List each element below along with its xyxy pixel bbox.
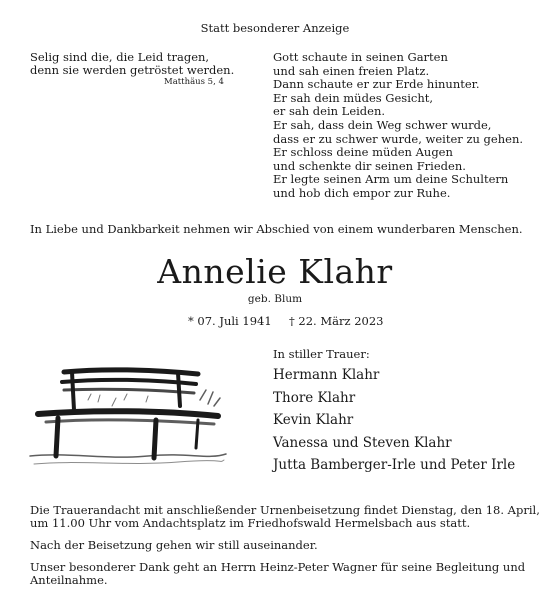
bench-back-leg-left (72, 372, 74, 410)
bench-seat-front (38, 411, 218, 416)
service-line: um 11.00 Uhr vom Andachtsplatz im Friedhofswald Hermelsbach aus statt. (30, 516, 471, 531)
thanks-line: Anteilnahme. (30, 573, 108, 588)
bench-backrest-low (64, 389, 194, 393)
poem-line: und sah einen freien Platz. (273, 63, 430, 78)
mourner-name: Thore Klahr (273, 389, 356, 406)
poem-line: Er sah dein müdes Gesicht, (273, 90, 434, 105)
service-line: Die Trauerandacht mit anschließender Urnenbeisetzung findet Dienstag, den 18. April, (30, 503, 540, 517)
poem-line: und schenkte dir seinen Frieden. (273, 158, 466, 173)
header-notice: Statt besonderer Anzeige (200, 21, 350, 35)
bench-front-leg-left (56, 418, 58, 456)
poem (273, 51, 523, 201)
intro-text: In Liebe und Dankbarkeit nehmen wir Abschied von einem wunderbaren Menschen. (30, 222, 523, 236)
bible-quote (30, 51, 234, 78)
service-info (30, 504, 540, 531)
poem-line: und hob dich empor zur Ruhe. (273, 185, 451, 200)
death-date: † 22. März 2023 (289, 314, 384, 328)
mourner-name: Hermann Klahr (273, 367, 380, 383)
birth-name: geb. Blum (247, 293, 303, 305)
quote-line: denn sie werden getröstet werden. (30, 63, 235, 78)
poem-line: dass er zu schwer wurde, weiter zu gehen. (273, 131, 524, 146)
thanks-line: Unser besonderer Dank geht an Herrn Heinz-Peter Wagner für seine Begleitung und (30, 560, 526, 574)
bench-rear-leg-right (196, 420, 198, 448)
poem-line: Er sah, dass dein Weg schwer wurde, (273, 117, 492, 132)
mourners-list (273, 364, 515, 477)
ground-stroke (30, 454, 226, 457)
deceased-name: Annelie Klahr (157, 252, 393, 291)
farewell-note: Nach der Beisetzung gehen wir still auseinander. (30, 538, 318, 552)
thanks-note (30, 561, 525, 588)
bench-seat-back (46, 420, 214, 424)
grass-stroke (88, 394, 148, 406)
bench-back-leg-right (178, 373, 180, 406)
mourner-name: Vanessa und Steven Klahr (273, 434, 452, 451)
poem-line: er sah dein Leiden. (273, 104, 386, 119)
poem-line: Gott schaute in seinen Garten (273, 50, 448, 64)
grass-stroke (200, 390, 220, 406)
ground-stroke (34, 460, 224, 464)
poem-line: Er legte seinen Arm um deine Schultern (273, 172, 509, 187)
quote-reference: Matthäus 5, 4 (164, 77, 224, 87)
mourner-name: Jutta Bamberger-Irle und Peter Irle (273, 457, 516, 473)
poem-line: Er schloss deine müden Augen (273, 145, 453, 160)
poem-line: Dann schaute er zur Erde hinunter. (273, 77, 480, 92)
bench-front-leg-right (154, 420, 156, 458)
mourners-heading: In stiller Trauer: (273, 347, 370, 361)
birth-date: * 07. Juli 1941 (188, 314, 272, 328)
quote-line: Selig sind die, die Leid tragen, (30, 50, 210, 64)
bench-illustration (28, 360, 228, 475)
bench-backrest-mid (62, 380, 196, 384)
mourner-name: Kevin Klahr (273, 412, 354, 428)
